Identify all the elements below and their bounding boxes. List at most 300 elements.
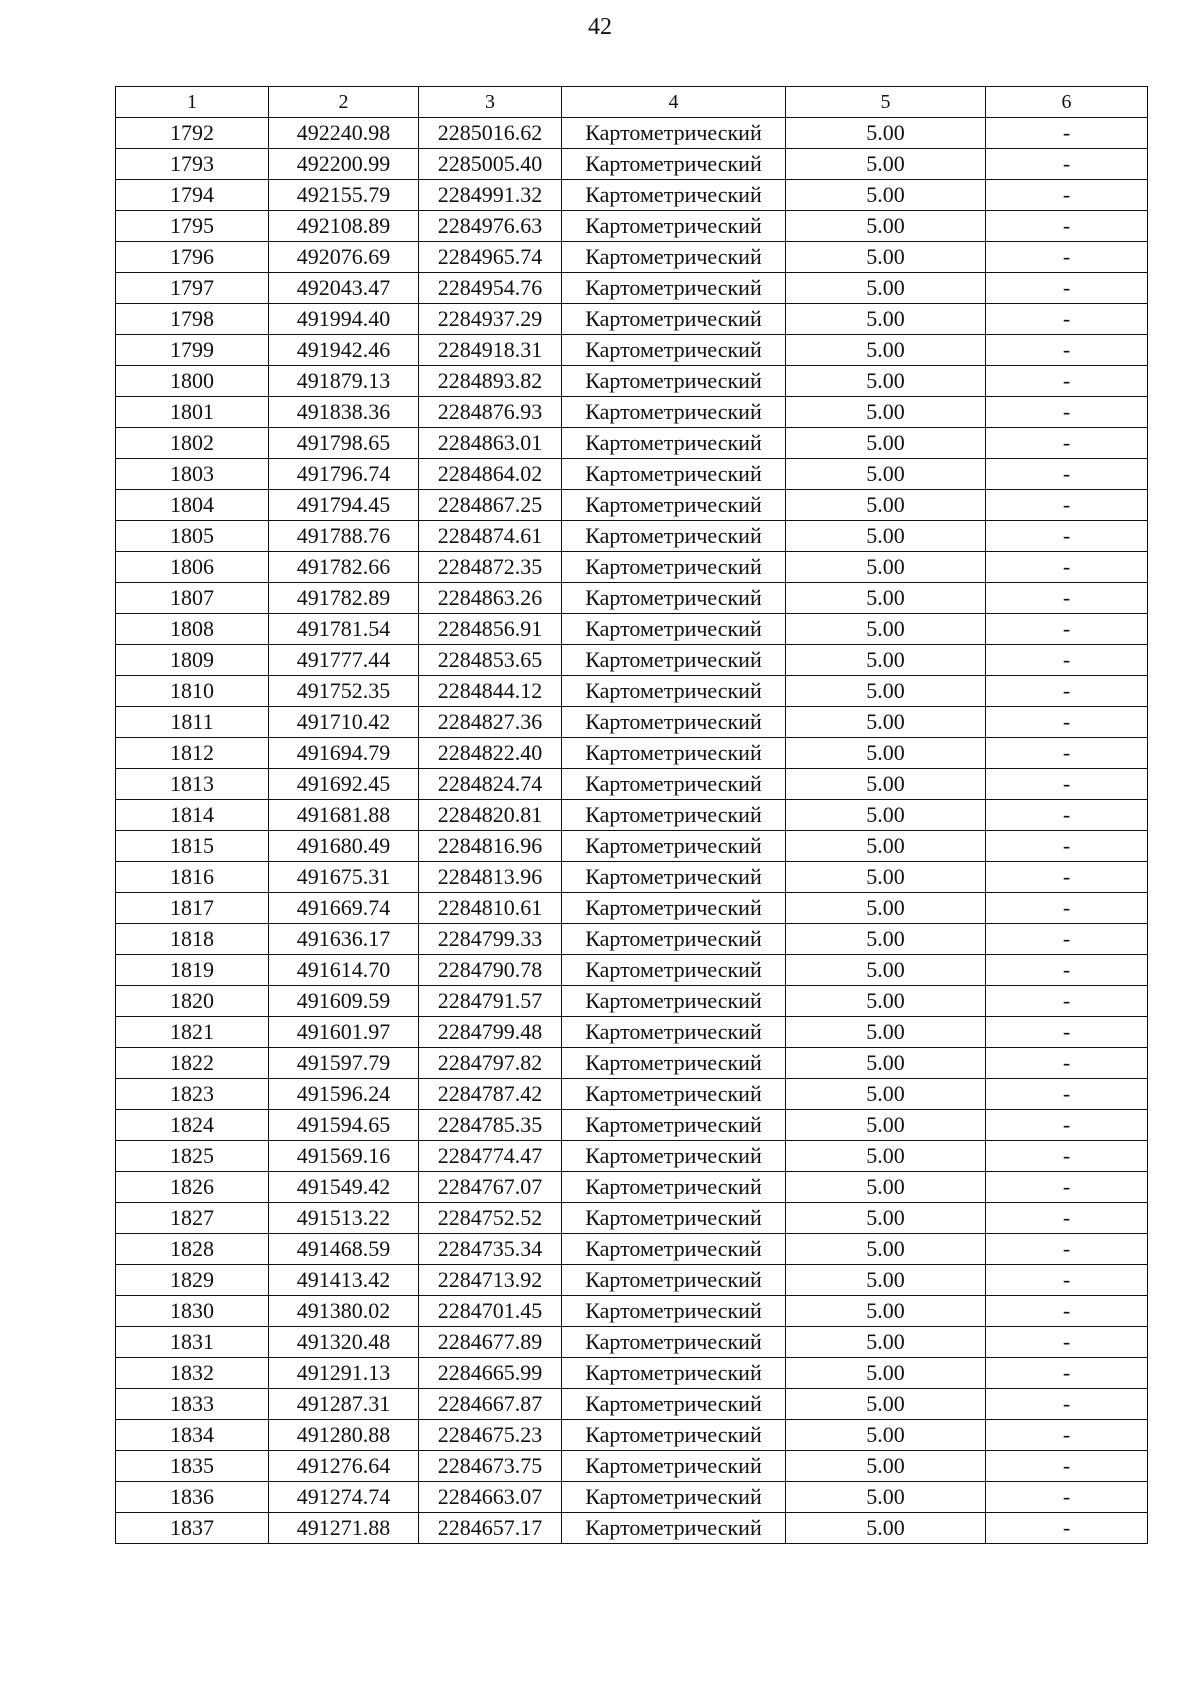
point-number-cell: 1815 [116, 831, 269, 862]
accuracy-cell: 5.00 [786, 180, 986, 211]
method-cell: Картометрический [562, 1327, 786, 1358]
y-coordinate-cell: 2284810.61 [419, 893, 562, 924]
method-cell: Картометрический [562, 924, 786, 955]
method-cell: Картометрический [562, 1141, 786, 1172]
note-cell: - [986, 273, 1148, 304]
note-cell: - [986, 1234, 1148, 1265]
accuracy-cell: 5.00 [786, 986, 986, 1017]
y-coordinate-cell: 2284827.36 [419, 707, 562, 738]
point-number-cell: 1810 [116, 676, 269, 707]
accuracy-cell: 5.00 [786, 831, 986, 862]
accuracy-cell: 5.00 [786, 1265, 986, 1296]
table-row [116, 1172, 1148, 1203]
point-number-cell: 1829 [116, 1265, 269, 1296]
coordinates-table [115, 86, 1148, 1544]
note-cell: - [986, 738, 1148, 769]
note-cell: - [986, 1079, 1148, 1110]
accuracy-cell: 5.00 [786, 769, 986, 800]
table-row [116, 211, 1148, 242]
table-row [116, 707, 1148, 738]
y-coordinate-cell: 2285005.40 [419, 149, 562, 180]
point-number-cell: 1820 [116, 986, 269, 1017]
point-number-cell: 1835 [116, 1451, 269, 1482]
note-cell: - [986, 1048, 1148, 1079]
table-row [116, 428, 1148, 459]
method-cell: Картометрический [562, 1296, 786, 1327]
table-row [116, 366, 1148, 397]
method-cell: Картометрический [562, 1513, 786, 1544]
y-coordinate-cell: 2284816.96 [419, 831, 562, 862]
point-number-cell: 1825 [116, 1141, 269, 1172]
method-cell: Картометрический [562, 397, 786, 428]
table-row [116, 118, 1148, 149]
table-header [116, 87, 1148, 118]
x-coordinate-cell: 491680.49 [269, 831, 419, 862]
note-cell: - [986, 800, 1148, 831]
note-cell: - [986, 428, 1148, 459]
note-cell: - [986, 1358, 1148, 1389]
table-row [116, 1513, 1148, 1544]
y-coordinate-cell: 2284876.93 [419, 397, 562, 428]
point-number-cell: 1808 [116, 614, 269, 645]
point-number-cell: 1811 [116, 707, 269, 738]
note-cell: - [986, 552, 1148, 583]
column-header: 5 [786, 87, 986, 118]
note-cell: - [986, 769, 1148, 800]
point-number-cell: 1806 [116, 552, 269, 583]
x-coordinate-cell: 491597.79 [269, 1048, 419, 1079]
x-coordinate-cell: 491291.13 [269, 1358, 419, 1389]
note-cell: - [986, 831, 1148, 862]
table-row [116, 1358, 1148, 1389]
table-row [116, 273, 1148, 304]
point-number-cell: 1830 [116, 1296, 269, 1327]
method-cell: Картометрический [562, 707, 786, 738]
method-cell: Картометрический [562, 676, 786, 707]
note-cell: - [986, 118, 1148, 149]
accuracy-cell: 5.00 [786, 459, 986, 490]
x-coordinate-cell: 491569.16 [269, 1141, 419, 1172]
note-cell: - [986, 1017, 1148, 1048]
table-row [116, 986, 1148, 1017]
x-coordinate-cell: 491781.54 [269, 614, 419, 645]
table-row [116, 1079, 1148, 1110]
table-row [116, 862, 1148, 893]
point-number-cell: 1803 [116, 459, 269, 490]
table-row [116, 180, 1148, 211]
y-coordinate-cell: 2284863.26 [419, 583, 562, 614]
x-coordinate-cell: 492108.89 [269, 211, 419, 242]
y-coordinate-cell: 2284735.34 [419, 1234, 562, 1265]
table-row [116, 304, 1148, 335]
y-coordinate-cell: 2284863.01 [419, 428, 562, 459]
x-coordinate-cell: 491782.89 [269, 583, 419, 614]
note-cell: - [986, 521, 1148, 552]
y-coordinate-cell: 2284791.57 [419, 986, 562, 1017]
note-cell: - [986, 924, 1148, 955]
method-cell: Картометрический [562, 1079, 786, 1110]
x-coordinate-cell: 492076.69 [269, 242, 419, 273]
x-coordinate-cell: 491601.97 [269, 1017, 419, 1048]
method-cell: Картометрический [562, 800, 786, 831]
y-coordinate-cell: 2284774.47 [419, 1141, 562, 1172]
y-coordinate-cell: 2284918.31 [419, 335, 562, 366]
note-cell: - [986, 366, 1148, 397]
accuracy-cell: 5.00 [786, 1048, 986, 1079]
table-row [116, 1420, 1148, 1451]
x-coordinate-cell: 491692.45 [269, 769, 419, 800]
method-cell: Картометрический [562, 583, 786, 614]
accuracy-cell: 5.00 [786, 552, 986, 583]
accuracy-cell: 5.00 [786, 1420, 986, 1451]
y-coordinate-cell: 2284752.52 [419, 1203, 562, 1234]
table-row [116, 335, 1148, 366]
x-coordinate-cell: 492240.98 [269, 118, 419, 149]
table-row [116, 583, 1148, 614]
y-coordinate-cell: 2284677.89 [419, 1327, 562, 1358]
note-cell: - [986, 211, 1148, 242]
point-number-cell: 1801 [116, 397, 269, 428]
accuracy-cell: 5.00 [786, 800, 986, 831]
note-cell: - [986, 1327, 1148, 1358]
y-coordinate-cell: 2284657.17 [419, 1513, 562, 1544]
header-row [116, 87, 1148, 118]
x-coordinate-cell: 491994.40 [269, 304, 419, 335]
table-row [116, 521, 1148, 552]
point-number-cell: 1836 [116, 1482, 269, 1513]
table-row [116, 769, 1148, 800]
point-number-cell: 1817 [116, 893, 269, 924]
point-number-cell: 1798 [116, 304, 269, 335]
point-number-cell: 1800 [116, 366, 269, 397]
accuracy-cell: 5.00 [786, 707, 986, 738]
x-coordinate-cell: 491798.65 [269, 428, 419, 459]
note-cell: - [986, 1513, 1148, 1544]
note-cell: - [986, 335, 1148, 366]
x-coordinate-cell: 491694.79 [269, 738, 419, 769]
accuracy-cell: 5.00 [786, 738, 986, 769]
x-coordinate-cell: 491596.24 [269, 1079, 419, 1110]
accuracy-cell: 5.00 [786, 149, 986, 180]
y-coordinate-cell: 2284893.82 [419, 366, 562, 397]
x-coordinate-cell: 491669.74 [269, 893, 419, 924]
y-coordinate-cell: 2284954.76 [419, 273, 562, 304]
y-coordinate-cell: 2284864.02 [419, 459, 562, 490]
column-header: 1 [116, 87, 269, 118]
accuracy-cell: 5.00 [786, 490, 986, 521]
method-cell: Картометрический [562, 1234, 786, 1265]
x-coordinate-cell: 491777.44 [269, 645, 419, 676]
note-cell: - [986, 676, 1148, 707]
accuracy-cell: 5.00 [786, 1079, 986, 1110]
note-cell: - [986, 862, 1148, 893]
y-coordinate-cell: 2284785.35 [419, 1110, 562, 1141]
method-cell: Картометрический [562, 1389, 786, 1420]
y-coordinate-cell: 2284701.45 [419, 1296, 562, 1327]
accuracy-cell: 5.00 [786, 428, 986, 459]
method-cell: Картометрический [562, 335, 786, 366]
point-number-cell: 1821 [116, 1017, 269, 1048]
y-coordinate-cell: 2284937.29 [419, 304, 562, 335]
point-number-cell: 1805 [116, 521, 269, 552]
x-coordinate-cell: 491681.88 [269, 800, 419, 831]
accuracy-cell: 5.00 [786, 1017, 986, 1048]
x-coordinate-cell: 491782.66 [269, 552, 419, 583]
point-number-cell: 1831 [116, 1327, 269, 1358]
point-number-cell: 1799 [116, 335, 269, 366]
point-number-cell: 1822 [116, 1048, 269, 1079]
note-cell: - [986, 459, 1148, 490]
note-cell: - [986, 1141, 1148, 1172]
accuracy-cell: 5.00 [786, 211, 986, 242]
point-number-cell: 1792 [116, 118, 269, 149]
note-cell: - [986, 614, 1148, 645]
x-coordinate-cell: 492043.47 [269, 273, 419, 304]
note-cell: - [986, 1389, 1148, 1420]
table-row [116, 1141, 1148, 1172]
point-number-cell: 1826 [116, 1172, 269, 1203]
method-cell: Картометрический [562, 893, 786, 924]
point-number-cell: 1832 [116, 1358, 269, 1389]
x-coordinate-cell: 491594.65 [269, 1110, 419, 1141]
y-coordinate-cell: 2284991.32 [419, 180, 562, 211]
y-coordinate-cell: 2284790.78 [419, 955, 562, 986]
method-cell: Картометрический [562, 1358, 786, 1389]
note-cell: - [986, 304, 1148, 335]
y-coordinate-cell: 2284797.82 [419, 1048, 562, 1079]
y-coordinate-cell: 2284799.33 [419, 924, 562, 955]
table-row [116, 1048, 1148, 1079]
method-cell: Картометрический [562, 366, 786, 397]
note-cell: - [986, 986, 1148, 1017]
table-body [116, 118, 1148, 1544]
method-cell: Картометрический [562, 986, 786, 1017]
y-coordinate-cell: 2284976.63 [419, 211, 562, 242]
x-coordinate-cell: 491838.36 [269, 397, 419, 428]
x-coordinate-cell: 491942.46 [269, 335, 419, 366]
x-coordinate-cell: 491614.70 [269, 955, 419, 986]
method-cell: Картометрический [562, 1172, 786, 1203]
accuracy-cell: 5.00 [786, 676, 986, 707]
y-coordinate-cell: 2284667.87 [419, 1389, 562, 1420]
accuracy-cell: 5.00 [786, 304, 986, 335]
method-cell: Картометрический [562, 1048, 786, 1079]
note-cell: - [986, 893, 1148, 924]
point-number-cell: 1827 [116, 1203, 269, 1234]
accuracy-cell: 5.00 [786, 335, 986, 366]
point-number-cell: 1796 [116, 242, 269, 273]
method-cell: Картометрический [562, 552, 786, 583]
note-cell: - [986, 583, 1148, 614]
point-number-cell: 1802 [116, 428, 269, 459]
x-coordinate-cell: 491636.17 [269, 924, 419, 955]
method-cell: Картометрический [562, 1451, 786, 1482]
point-number-cell: 1794 [116, 180, 269, 211]
x-coordinate-cell: 492200.99 [269, 149, 419, 180]
x-coordinate-cell: 491468.59 [269, 1234, 419, 1265]
accuracy-cell: 5.00 [786, 955, 986, 986]
method-cell: Картометрический [562, 1017, 786, 1048]
accuracy-cell: 5.00 [786, 273, 986, 304]
accuracy-cell: 5.00 [786, 1141, 986, 1172]
x-coordinate-cell: 491794.45 [269, 490, 419, 521]
method-cell: Картометрический [562, 645, 786, 676]
table-row [116, 676, 1148, 707]
x-coordinate-cell: 491413.42 [269, 1265, 419, 1296]
method-cell: Картометрический [562, 273, 786, 304]
x-coordinate-cell: 491788.76 [269, 521, 419, 552]
x-coordinate-cell: 491380.02 [269, 1296, 419, 1327]
x-coordinate-cell: 491879.13 [269, 366, 419, 397]
note-cell: - [986, 955, 1148, 986]
accuracy-cell: 5.00 [786, 1451, 986, 1482]
table-row [116, 1234, 1148, 1265]
method-cell: Картометрический [562, 521, 786, 552]
table-row [116, 1482, 1148, 1513]
y-coordinate-cell: 2284787.42 [419, 1079, 562, 1110]
accuracy-cell: 5.00 [786, 1203, 986, 1234]
x-coordinate-cell: 491320.48 [269, 1327, 419, 1358]
table-row [116, 924, 1148, 955]
x-coordinate-cell: 491287.31 [269, 1389, 419, 1420]
point-number-cell: 1833 [116, 1389, 269, 1420]
table-row [116, 1296, 1148, 1327]
table-row [116, 1451, 1148, 1482]
y-coordinate-cell: 2284767.07 [419, 1172, 562, 1203]
accuracy-cell: 5.00 [786, 1296, 986, 1327]
table-row [116, 1017, 1148, 1048]
y-coordinate-cell: 2284673.75 [419, 1451, 562, 1482]
point-number-cell: 1813 [116, 769, 269, 800]
point-number-cell: 1818 [116, 924, 269, 955]
point-number-cell: 1819 [116, 955, 269, 986]
table-row [116, 1265, 1148, 1296]
note-cell: - [986, 1110, 1148, 1141]
note-cell: - [986, 242, 1148, 273]
accuracy-cell: 5.00 [786, 1172, 986, 1203]
table-row [116, 1203, 1148, 1234]
y-coordinate-cell: 2284824.74 [419, 769, 562, 800]
table-row [116, 397, 1148, 428]
note-cell: - [986, 1420, 1148, 1451]
point-number-cell: 1823 [116, 1079, 269, 1110]
x-coordinate-cell: 491710.42 [269, 707, 419, 738]
column-header: 2 [269, 87, 419, 118]
method-cell: Картометрический [562, 459, 786, 490]
note-cell: - [986, 1172, 1148, 1203]
y-coordinate-cell: 2284874.61 [419, 521, 562, 552]
point-number-cell: 1816 [116, 862, 269, 893]
method-cell: Картометрический [562, 1203, 786, 1234]
y-coordinate-cell: 2285016.62 [419, 118, 562, 149]
table-row [116, 614, 1148, 645]
y-coordinate-cell: 2284844.12 [419, 676, 562, 707]
accuracy-cell: 5.00 [786, 366, 986, 397]
x-coordinate-cell: 491271.88 [269, 1513, 419, 1544]
accuracy-cell: 5.00 [786, 1513, 986, 1544]
accuracy-cell: 5.00 [786, 645, 986, 676]
method-cell: Картометрический [562, 769, 786, 800]
point-number-cell: 1804 [116, 490, 269, 521]
note-cell: - [986, 1482, 1148, 1513]
accuracy-cell: 5.00 [786, 924, 986, 955]
x-coordinate-cell: 491609.59 [269, 986, 419, 1017]
table-row [116, 645, 1148, 676]
accuracy-cell: 5.00 [786, 1358, 986, 1389]
y-coordinate-cell: 2284853.65 [419, 645, 562, 676]
method-cell: Картометрический [562, 180, 786, 211]
x-coordinate-cell: 491796.74 [269, 459, 419, 490]
accuracy-cell: 5.00 [786, 1234, 986, 1265]
method-cell: Картометрический [562, 428, 786, 459]
point-number-cell: 1812 [116, 738, 269, 769]
accuracy-cell: 5.00 [786, 1110, 986, 1141]
note-cell: - [986, 707, 1148, 738]
method-cell: Картометрический [562, 862, 786, 893]
point-number-cell: 1834 [116, 1420, 269, 1451]
table-row [116, 149, 1148, 180]
note-cell: - [986, 1203, 1148, 1234]
y-coordinate-cell: 2284965.74 [419, 242, 562, 273]
y-coordinate-cell: 2284813.96 [419, 862, 562, 893]
table-row [116, 490, 1148, 521]
x-coordinate-cell: 492155.79 [269, 180, 419, 211]
method-cell: Картометрический [562, 1110, 786, 1141]
table-row [116, 955, 1148, 986]
method-cell: Картометрический [562, 211, 786, 242]
method-cell: Картометрический [562, 1420, 786, 1451]
table-row [116, 1110, 1148, 1141]
note-cell: - [986, 645, 1148, 676]
y-coordinate-cell: 2284856.91 [419, 614, 562, 645]
accuracy-cell: 5.00 [786, 118, 986, 149]
method-cell: Картометрический [562, 149, 786, 180]
accuracy-cell: 5.00 [786, 1482, 986, 1513]
method-cell: Картометрический [562, 955, 786, 986]
accuracy-cell: 5.00 [786, 521, 986, 552]
x-coordinate-cell: 491513.22 [269, 1203, 419, 1234]
y-coordinate-cell: 2284663.07 [419, 1482, 562, 1513]
note-cell: - [986, 1451, 1148, 1482]
column-header: 4 [562, 87, 786, 118]
point-number-cell: 1837 [116, 1513, 269, 1544]
method-cell: Картометрический [562, 738, 786, 769]
x-coordinate-cell: 491274.74 [269, 1482, 419, 1513]
table-row [116, 831, 1148, 862]
method-cell: Картометрический [562, 1265, 786, 1296]
x-coordinate-cell: 491276.64 [269, 1451, 419, 1482]
point-number-cell: 1828 [116, 1234, 269, 1265]
method-cell: Картометрический [562, 831, 786, 862]
table-row [116, 738, 1148, 769]
method-cell: Картометрический [562, 614, 786, 645]
method-cell: Картометрический [562, 118, 786, 149]
note-cell: - [986, 490, 1148, 521]
point-number-cell: 1807 [116, 583, 269, 614]
note-cell: - [986, 180, 1148, 211]
method-cell: Картометрический [562, 304, 786, 335]
table-row [116, 893, 1148, 924]
point-number-cell: 1793 [116, 149, 269, 180]
table-row [116, 552, 1148, 583]
method-cell: Картометрический [562, 242, 786, 273]
column-header: 3 [419, 87, 562, 118]
table-row [116, 242, 1148, 273]
y-coordinate-cell: 2284675.23 [419, 1420, 562, 1451]
note-cell: - [986, 1265, 1148, 1296]
page-number: 42 [588, 14, 612, 40]
x-coordinate-cell: 491549.42 [269, 1172, 419, 1203]
